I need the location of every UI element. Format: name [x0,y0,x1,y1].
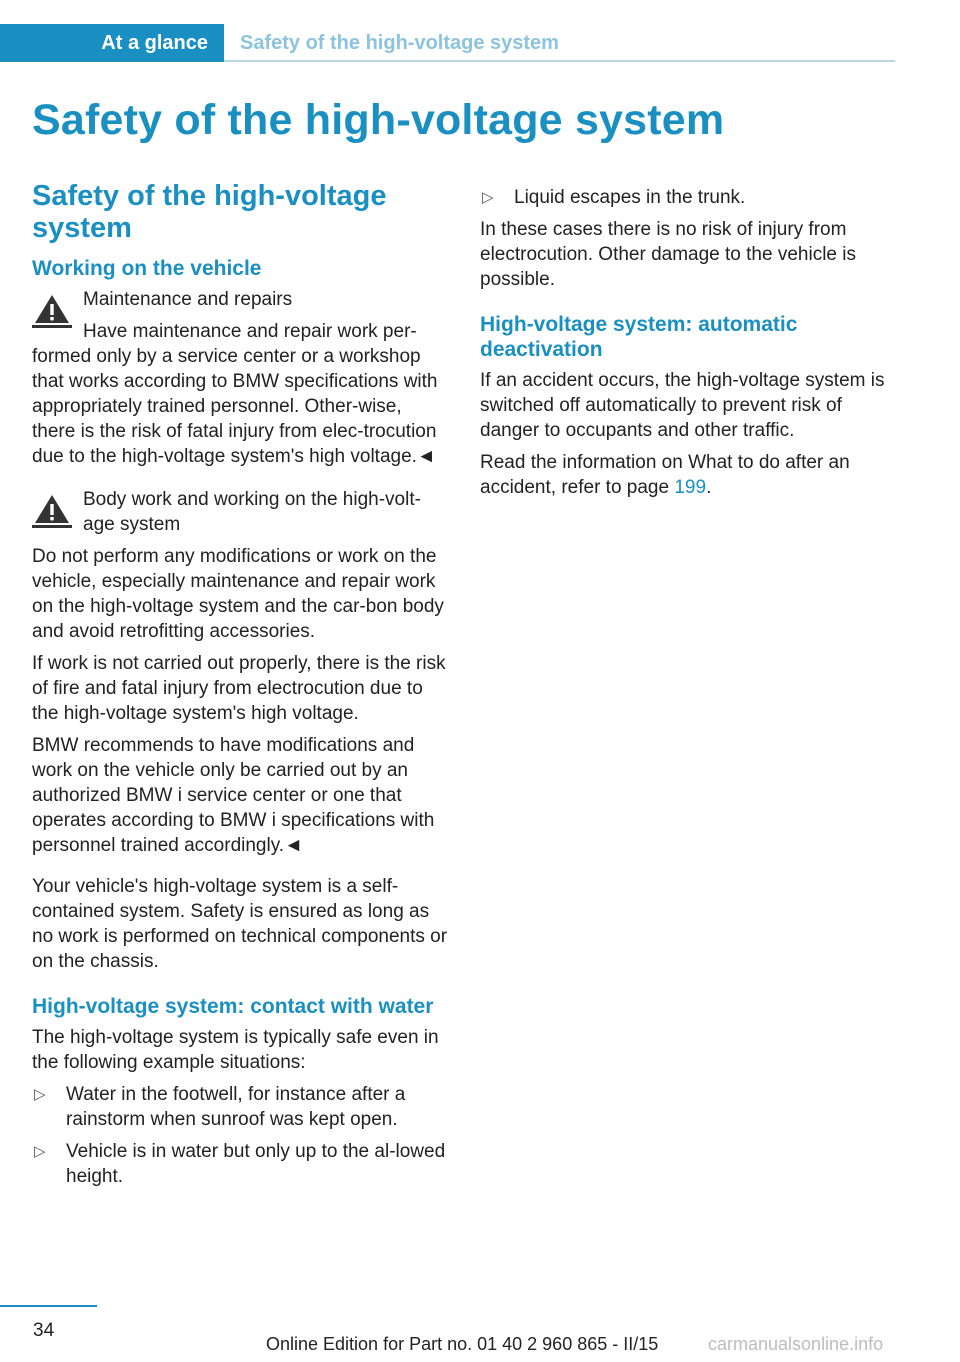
page-title: Safety of the high-voltage system [32,96,725,144]
tab-section[interactable]: Safety of the high-voltage system [240,31,559,54]
warning-title: Maintenance and repairs [83,289,293,310]
warning-paragraph: If work is not carried out properly, there is the risk of fire and fatal injury from electrocution due to the high-voltage system's high voltage. [32,653,446,724]
tab-at-a-glance[interactable] [0,24,224,62]
water-situations-list [32,1082,450,1189]
paragraph-no-risk: In these cases there is no risk of injury from electrocution. Other damage to the vehicle is possible. [480,219,856,290]
warning-maintenance [32,287,450,469]
left-column [32,180,450,1196]
section-heading: Safety of the high-voltage system [32,180,387,244]
warning-triangle-icon [32,492,72,528]
tab-label: At a glance [101,31,208,54]
water-situations-list-continued [480,185,898,210]
footer-divider [0,1305,97,1307]
list-item [32,1082,450,1132]
paragraph-accident: If an accident occurs, the high-voltage system is switched off automatically to prevent risk of danger to occupants and other traffic. [480,370,885,441]
paragraph-read-info [480,450,898,500]
list-item-text: Liquid escapes in the trunk. [514,187,746,208]
list-item [32,1139,450,1189]
subheading-automatic-deactivation: High-voltage system: automatic deactivation [480,313,798,361]
edition-text: Online Edition for Part no. 01 40 2 960 865 - II/15 [266,1334,659,1354]
header-divider [224,60,895,62]
page-reference-link[interactable]: 199 [674,477,707,498]
warning-text: formed only by a service center or a workshop that works according to BMW specifications with appropriately trained personnel. Other-wise, there is the risk of fatal injury from elec-trocution due to the high-voltage system's high voltage.◄ [32,346,438,467]
warning-text-first-line: Have maintenance and repair work per- [83,321,417,342]
bullet-triangle-icon: ▷ [482,189,494,206]
bullet-triangle-icon: ▷ [34,1143,46,1160]
list-item [480,185,898,210]
paragraph-water: The high-voltage system is typically safe even in the following example situations: [32,1027,439,1073]
right-column [480,185,898,507]
warning-triangle-icon [32,292,72,328]
read-info-text: Read the information on What to do after an accident, refer to page [480,452,850,498]
period: . [706,477,712,498]
bullet-triangle-icon: ▷ [34,1086,46,1103]
list-item-text: Water in the footwell, for instance after a rainstorm when sunroof was kept open. [66,1084,406,1130]
page-number: 34 [33,1320,55,1341]
subheading-working-on-vehicle: Working on the vehicle [32,257,262,280]
warning-title: Body work and working on the high-volt-age system [83,489,421,535]
subheading-contact-with-water: High-voltage system: contact with water [32,995,434,1018]
list-item-text: Vehicle is in water but only up to the al-lowed height. [66,1141,446,1187]
warning-body-work [32,487,450,858]
header-bar [0,24,895,62]
paragraph-self-contained: Your vehicle's high-voltage system is a self-contained system. Safety is ensured as long as no work is performed on technical components or on the chassis. [32,876,448,972]
warning-paragraph: Do not perform any modifications or work on the vehicle, especially maintenance and repair work on the high-voltage system and the car-bon body and avoid retrofitting accessories. [32,546,444,642]
watermark: carmanualsonline.info [708,1334,884,1354]
warning-paragraph: BMW recommends to have modifications and work on the vehicle only be carried out by an authorized BMW i service center or one that operates according to BMW i specifications with personnel trained accordingly.◄ [32,735,435,856]
